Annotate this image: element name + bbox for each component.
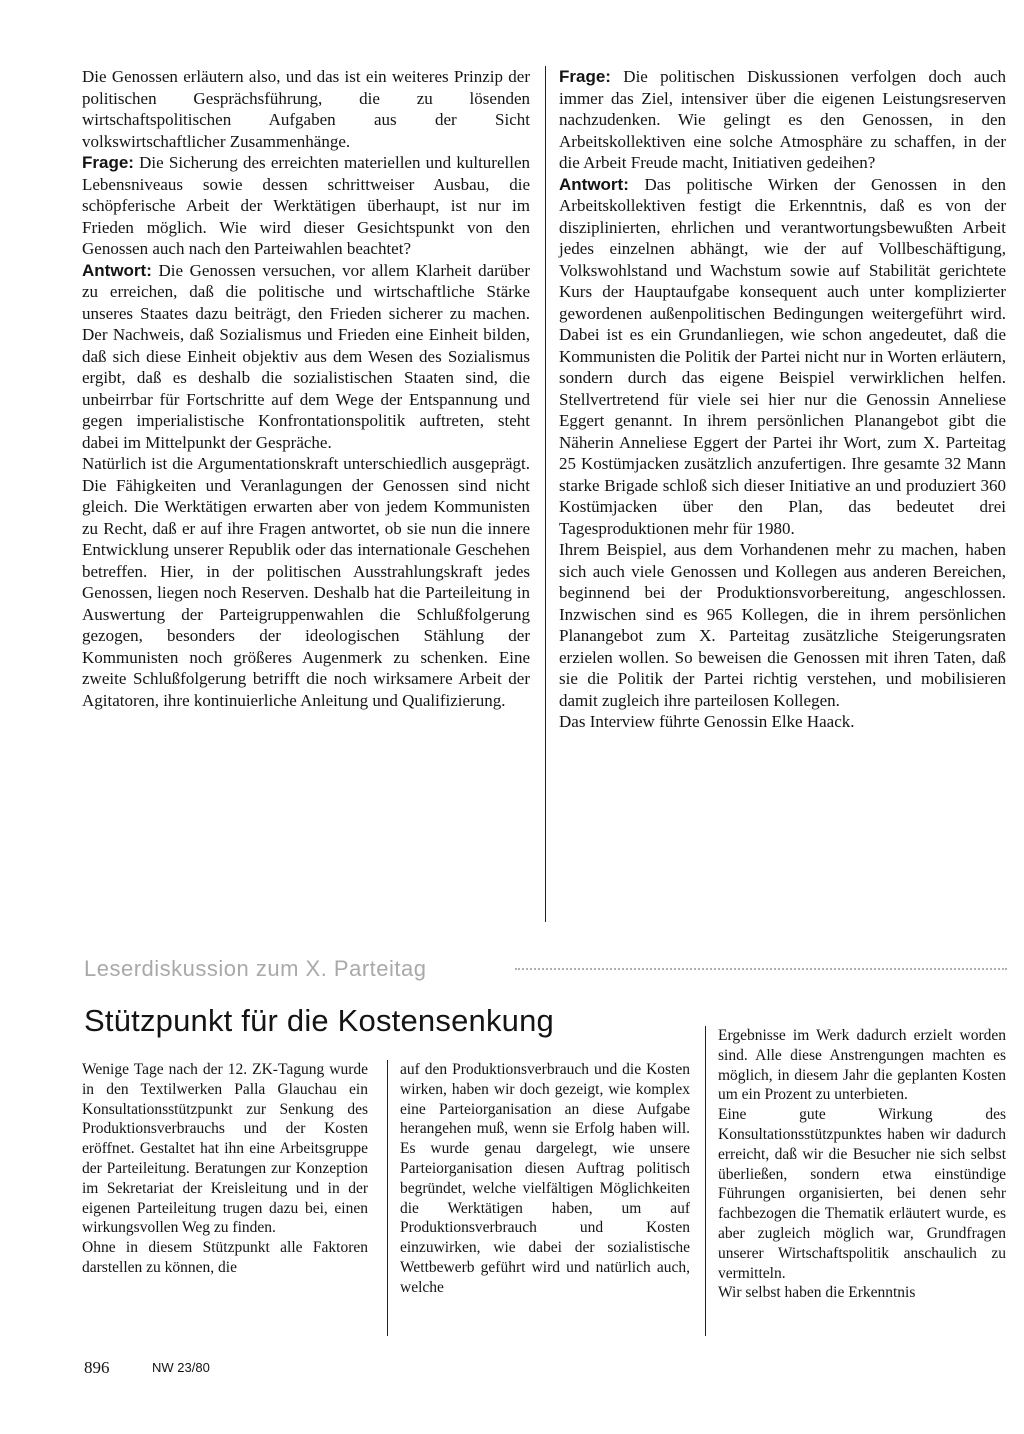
column-divider bbox=[545, 66, 546, 922]
section-kicker: Leserdiskussion zum X. Parteitag bbox=[84, 956, 427, 981]
article-column-1 bbox=[82, 1060, 368, 1278]
question-label: Frage: bbox=[559, 67, 611, 86]
column-divider bbox=[387, 1060, 388, 1336]
answer-label: Antwort: bbox=[559, 174, 629, 194]
interview-column-left bbox=[82, 66, 530, 711]
paragraph: Ergebnisse im Werk dadurch erzielt worden sind. Alle diese Anstrengungen machten es möglich, in diesem Jahr die geplanten Kosten um ein Prozent zu unterbieten. bbox=[718, 1027, 1006, 1104]
paragraph: Ihrem Beispiel, aus dem Vorhandenen mehr zu machen, haben sich auch viele Genossen und Kollegen aus anderen Bereichen, beginnend bei der Produktionsvorbereitung, angeschlossen. Inzwischen sind es 965 Kollegen, die in ihrem persönlichen Planangebot zum X. Parteitag zusätzliche Steigerungsraten erzielen wollen. So beweisen die Genossen mit ihren Taten, daß sie die Politik der Partei richtig verstehen, und mobilisieren damit zugleich ihre parteilosen Kollegen. bbox=[559, 540, 1006, 710]
answer-text: Die Genossen versuchen, vor allem Klarheit darüber zu erreichen, daß die politische und wirtschaftliche Stärke unseres Staates dazu beiträgt, den Frieden sicherer zu machen. Der Nachweis, daß Sozialismus und Frieden eine Einheit bilden, daß sich diese Einheit objektiv aus dem Wesen des Sozialismus ergibt, daß es deshalb die sozialistischen Staaten sind, die unbeirrbar für Fortschritte auf dem Wege der Entspannung und gegen imperialistische Konfrontationspolitik auftreten, steht dabei im Mittelpunkt der Gespräche. bbox=[82, 260, 530, 452]
interview-column-right bbox=[559, 66, 1006, 733]
answer-text: Das politische Wirken der Genossen in den Arbeitskollektiven festigt die Erkenntnis, daß es von der disziplinierten, ehrlichen und verantwortungsbewußten Arbeit jedes einzelnen abhängt, wie der auf Vollbeschäftigung, Volkswohlstand und Wachstum sowie auf Stabilität gerichtete Kurs der Hauptaufgabe konsequent auch unter komplizierter gewordenen außenpolitischen Bedingungen weitergeführt wird. Dabei ist es ein Grundanliegen, wie schon angedeutet, daß die Kommunisten die Politik der Partei nicht nur in Worten erläutern, sondern durch das eigene Beispiel verwirklichen helfen. Stellvertretend für viele sei hier nur die Genossin Anneliese Eggert genannt. In ihrem persönlichen Planangebot gibt die Näherin Anneliese Eggert der Partei ihr Wort, zum X. Parteitag 25 Kostümjacken zusätzlich anzufertigen. Ihre gesamte 32 Mann starke Brigade schloß sich dieser Initiative an und produziert 360 Kostümjacken über den Plan, das bedeutet drei Tagesproduktionen mehr für 1980. bbox=[559, 174, 1006, 538]
article-column-3 bbox=[718, 1026, 1006, 1303]
paragraph: Ohne in diesem Stützpunkt alle Faktoren darstellen zu können, die bbox=[82, 1239, 368, 1276]
issue-label: NW 23/80 bbox=[152, 1360, 210, 1375]
question-paragraph bbox=[559, 66, 1006, 174]
column-divider bbox=[705, 1026, 706, 1336]
paragraph: Wenige Tage nach der 12. ZK-Tagung wurde in den Textilwerken Palla Glauchau ein Konsultationsstützpunkt zur Senkung des Produktionsverbrauchs und der Kosten eröffnet. Gestaltet hat ihn eine Arbeitsgruppe der Parteileitung. Beratungen zur Konzeption im Sekretariat der Kreisleitung und in der eigenen Parteileitung trugen dazu bei, einen wirkungsvollen Weg zu finden. bbox=[82, 1061, 368, 1237]
paragraph: Die Genossen erläutern also, und das ist ein weiteres Prinzip der politischen Gesprächsführung, die zu lösenden wirtschaftspolitischen Aufgaben aus der Sicht volkswirtschaftlicher Zusammenhänge. bbox=[82, 67, 530, 151]
answer-paragraph bbox=[82, 260, 530, 454]
paragraph: Natürlich ist die Argumentationskraft unterschiedlich ausgeprägt. Die Fähigkeiten und Veranlagungen der Genossen sind nicht gleich. Die Werktätigen erwarten aber von jedem Kommunisten zu Recht, daß er auf ihre Fragen antwortet, ob sie nun die innere Entwicklung unserer Republik oder das internationale Geschehen betreffen. Hier, in der politischen Ausstrahlungskraft jedes Genossen, liegen noch Reserven. Deshalb hat die Parteileitung in Auswertung der Parteigruppenwahlen die Schlußfolgerung gezogen, besonders der ideologischen Stählung der Kommunisten noch größeres Augenmerk zu schenken. Eine zweite Schlußfolgerung betrifft die noch wirksamere Arbeit der Agitatoren, ihre kontinuierliche Anleitung und Qualifizierung. bbox=[82, 454, 530, 710]
question-text: Die Sicherung des erreichten materiellen und kulturellen Lebensniveaus sowie dessen schrittweiser Ausbau, die schöpferische Arbeit der Werktätigen überhaupt, ist nur im Frieden möglich. Wie wird dieser Gesichtspunkt von den Genossen auch nach den Parteiwahlen beachtet? bbox=[82, 153, 530, 258]
paragraph: Eine gute Wirkung des Konsultationsstützpunktes haben wir dadurch erreicht, daß wir die Besucher nie sich selbst überließen, sondern etwa einstündige Führungen organisierten, bei denen sehr fachbezogen die Thematik erläutert wurde, es aber zugleich möglich war, Grundfragen unserer Wirtschaftspolitik anschaulich zu vermitteln. bbox=[718, 1106, 1006, 1282]
paragraph: Wir selbst haben die Erkenntnis bbox=[718, 1284, 916, 1302]
article-column-2 bbox=[400, 1060, 690, 1298]
question-label: Frage: bbox=[82, 153, 134, 172]
question-paragraph bbox=[82, 152, 530, 260]
page-number: 896 bbox=[84, 1358, 110, 1377]
answer-paragraph bbox=[559, 174, 1006, 540]
paragraph: auf den Produktionsverbrauch und die Kosten wirken, haben wir doch gezeigt, wie komplex eine Parteiorganisation an diese Aufgabe herangehen muß, wenn sie Erfolg haben will. Es wurde genau dargelegt, wie unsere Parteiorganisation diesen Auftrag politisch begründet, welche vielfältigen Möglichkeiten die Werktätigen haben, um auf Produktionsverbrauch und Kosten einzuwirken, wie dabei der sozialistische Wettbewerb geführt wird und natürlich auch, welche bbox=[400, 1061, 690, 1296]
article-headline: Stützpunkt für die Kostensenkung bbox=[84, 1003, 554, 1038]
byline: Das Interview führte Genossin Elke Haack. bbox=[559, 712, 855, 731]
kicker-rule bbox=[515, 968, 1007, 970]
question-text: Die politischen Diskussionen verfolgen doch auch immer das Ziel, intensiver über die eigenen Leistungsreserven nachzudenken. Wie gelingt es den Genossen, in den Arbeitskollektiven eine solche Atmosphäre zu schaffen, in der die Arbeit Freude macht, Initiativen gedeihen? bbox=[559, 67, 1006, 172]
answer-label: Antwort: bbox=[82, 260, 152, 280]
